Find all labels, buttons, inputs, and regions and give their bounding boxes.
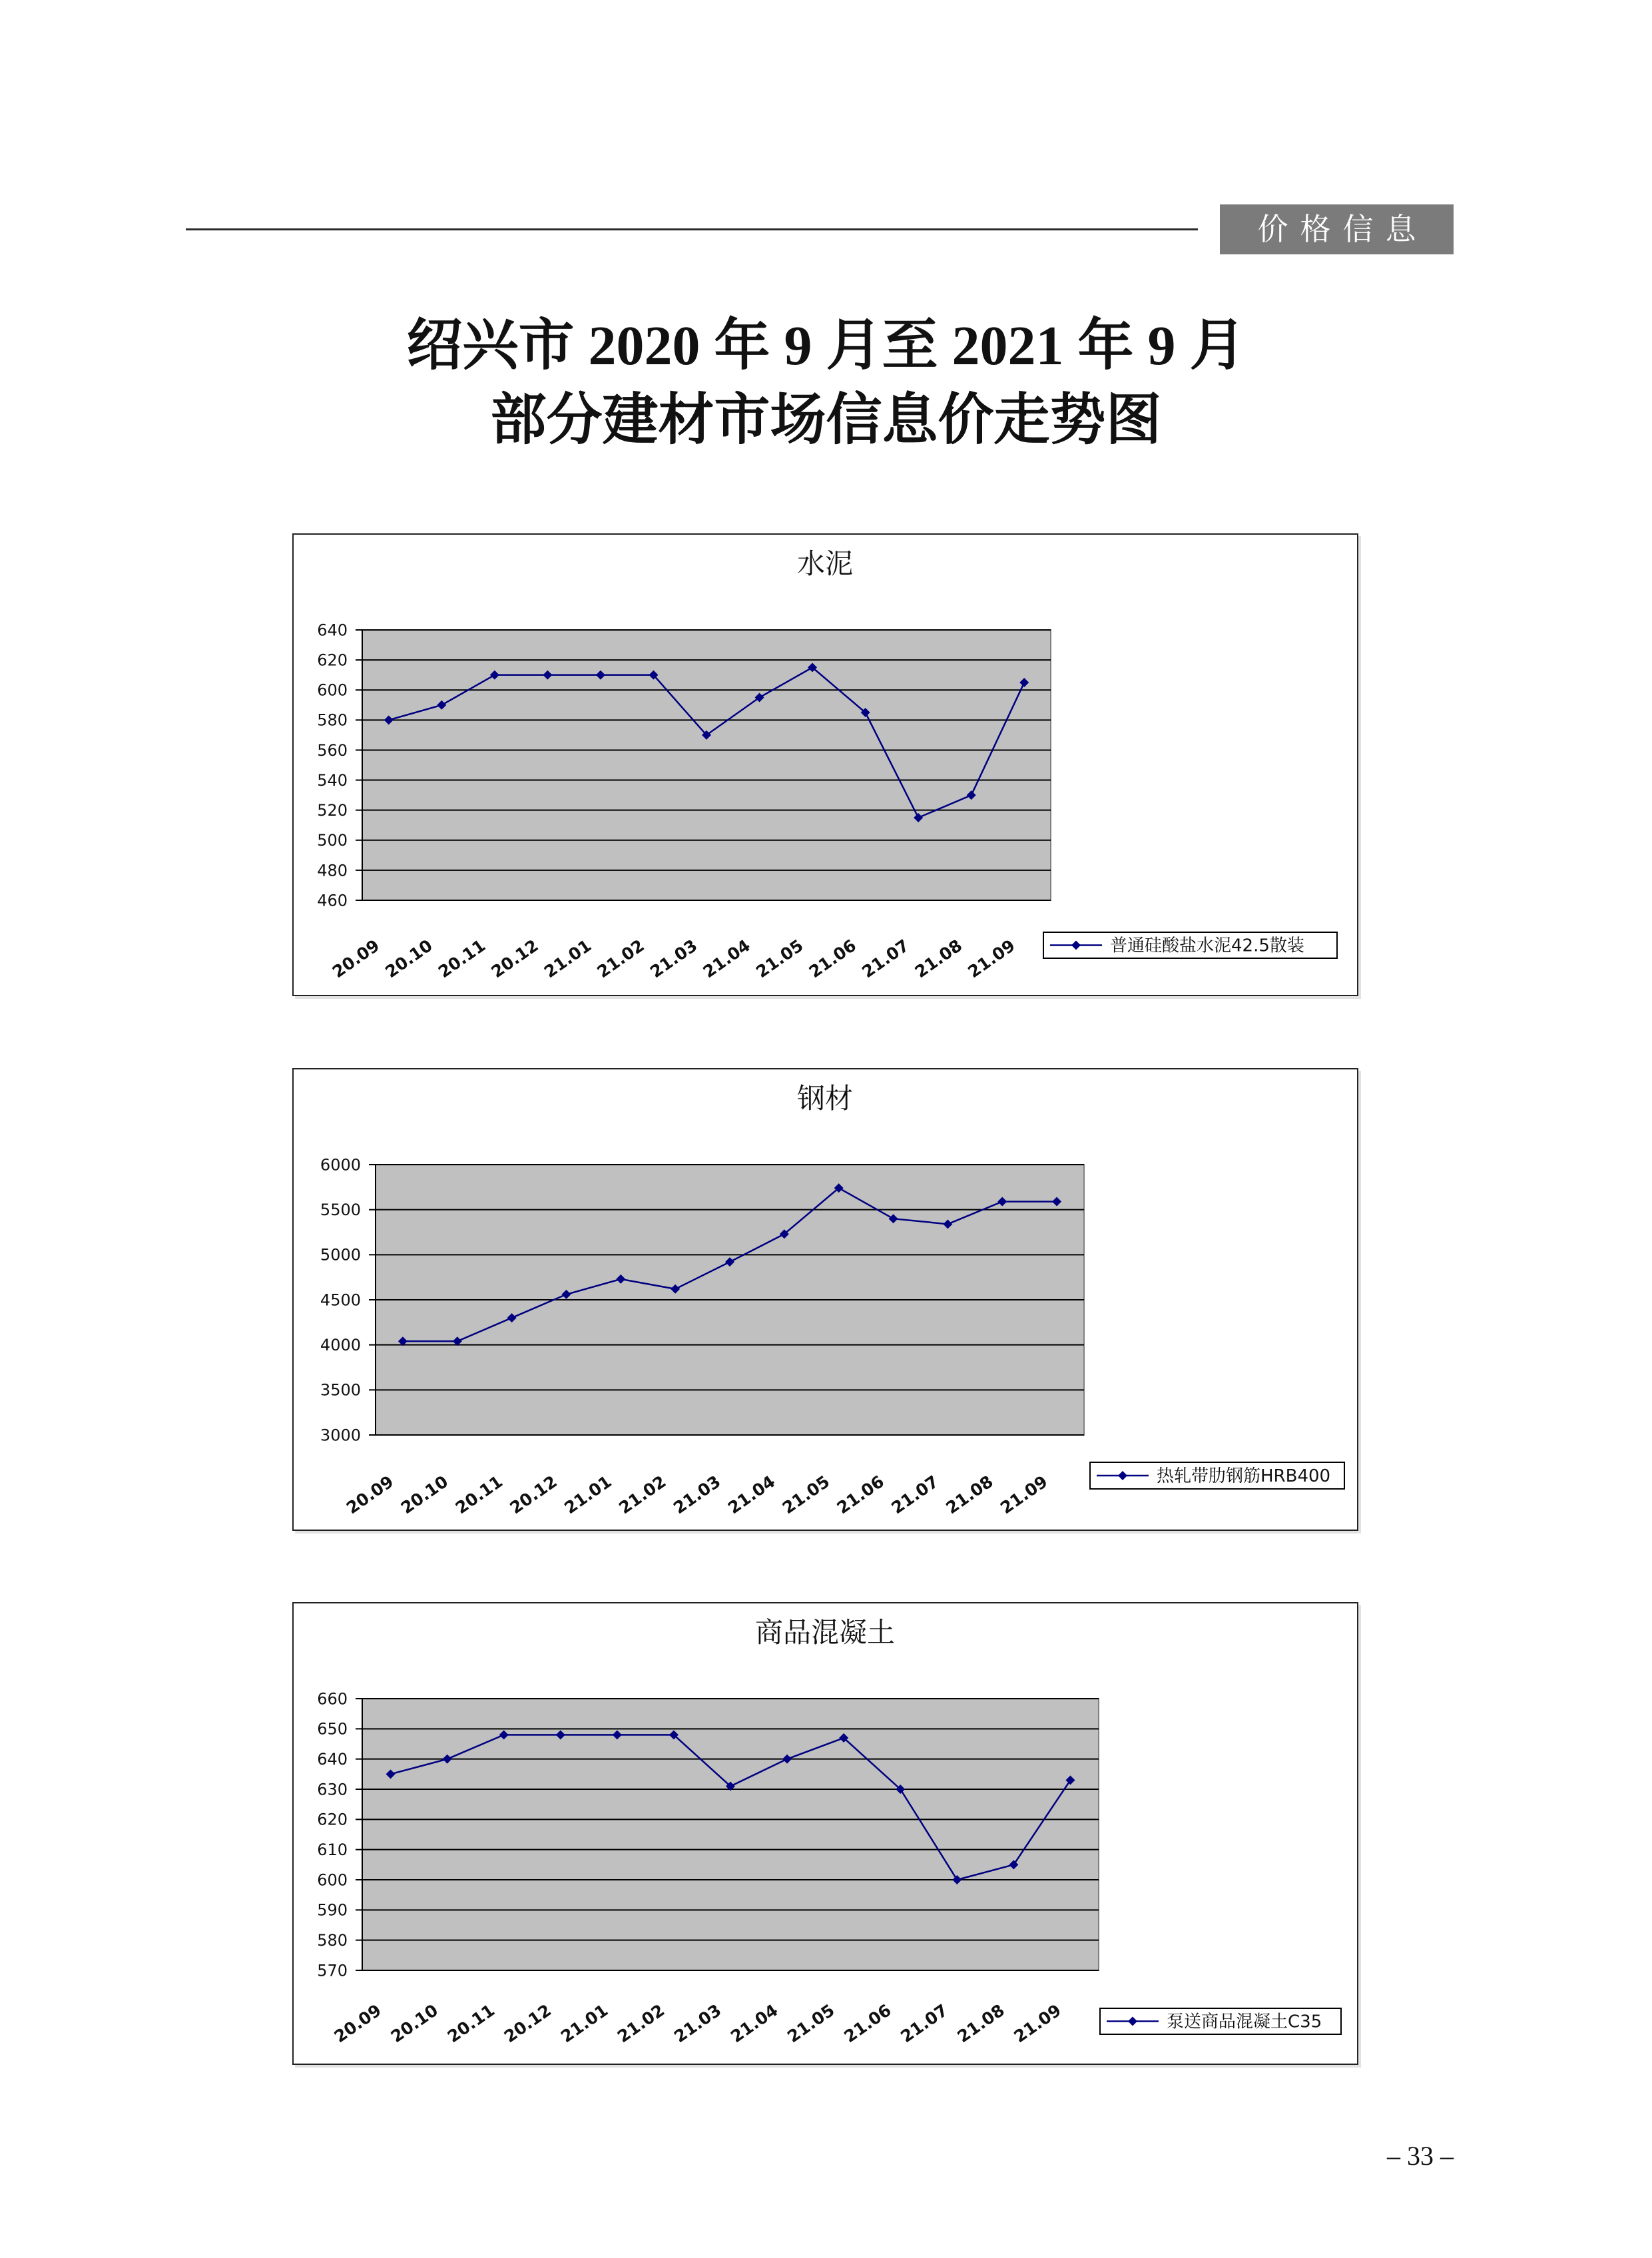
x-tick-label: 20.11 bbox=[451, 1472, 507, 1518]
y-tick-label: 4500 bbox=[320, 1290, 361, 1310]
steel-chart-svg bbox=[292, 1068, 1358, 1531]
x-tick-label: 21.03 bbox=[647, 936, 701, 982]
x-tick-label: 21.03 bbox=[670, 1472, 724, 1518]
chart-title: 水泥 bbox=[796, 547, 854, 580]
x-tick-label: 21.05 bbox=[778, 1472, 834, 1518]
x-tick-label: 21.02 bbox=[615, 1472, 670, 1518]
page-number: – 33 – bbox=[1387, 2141, 1454, 2171]
x-tick-label: 21.06 bbox=[805, 936, 860, 982]
x-tick-label: 21.04 bbox=[727, 2000, 782, 2047]
chart-title: 商品混凝土 bbox=[754, 1616, 896, 1649]
x-tick-label: 21.03 bbox=[671, 2000, 725, 2047]
x-tick-label: 21.09 bbox=[1010, 2000, 1065, 2047]
y-tick-label: 650 bbox=[317, 1719, 348, 1739]
y-tick-label: 5500 bbox=[320, 1201, 361, 1220]
y-tick-label: 540 bbox=[317, 770, 348, 790]
x-tick-label: 21.02 bbox=[613, 2000, 669, 2047]
x-tick-label: 21.07 bbox=[888, 1472, 942, 1518]
y-tick-label: 600 bbox=[317, 1870, 348, 1890]
legend bbox=[1090, 1462, 1344, 1489]
x-tick-label: 21.09 bbox=[964, 936, 1019, 982]
x-tick-label: 20.11 bbox=[434, 936, 489, 982]
x-tick-label: 20.10 bbox=[382, 936, 436, 982]
x-tick-label: 21.08 bbox=[911, 936, 966, 982]
x-tick-label: 21.05 bbox=[784, 2000, 838, 2047]
page-title-line-1: 绍兴市 2020 年 9 月至 2021 年 9 月 bbox=[406, 315, 1246, 377]
y-tick-label: 560 bbox=[317, 740, 348, 760]
y-tick-label: 620 bbox=[317, 1810, 348, 1829]
x-tick-label: 21.02 bbox=[593, 936, 648, 982]
y-tick-label: 580 bbox=[317, 710, 348, 730]
y-tick-label: 580 bbox=[317, 1931, 348, 1950]
x-tick-label: 21.05 bbox=[752, 936, 807, 982]
y-tick-label: 640 bbox=[317, 621, 348, 640]
x-tick-label: 20.12 bbox=[506, 1472, 561, 1518]
legend bbox=[1100, 2008, 1341, 2034]
section-tag: 价格信息 bbox=[1220, 204, 1454, 254]
header-rule bbox=[186, 228, 1198, 230]
x-tick-label: 20.09 bbox=[330, 2000, 385, 2047]
concrete-chart bbox=[292, 1602, 1358, 2065]
x-tick-label: 21.07 bbox=[897, 2000, 952, 2047]
y-tick-label: 590 bbox=[317, 1900, 348, 1920]
legend-label: 泵送商品混凝土C35 bbox=[1167, 2012, 1322, 2032]
page-title bbox=[0, 309, 1652, 458]
y-tick-label: 3000 bbox=[320, 1426, 361, 1445]
x-tick-label: 20.09 bbox=[342, 1472, 398, 1518]
steel-chart bbox=[292, 1068, 1358, 1531]
x-tick-label: 20.11 bbox=[443, 2000, 499, 2047]
y-tick-label: 520 bbox=[317, 801, 348, 820]
x-tick-label: 21.09 bbox=[997, 1472, 1051, 1518]
legend-label: 普通硅酸盐水泥42.5散装 bbox=[1110, 936, 1304, 956]
x-tick-label: 21.04 bbox=[724, 1472, 779, 1518]
y-tick-label: 480 bbox=[317, 861, 348, 880]
x-tick-label: 21.06 bbox=[840, 2000, 895, 2047]
x-tick-label: 21.04 bbox=[699, 936, 754, 982]
legend-label: 热轧带肋钢筋HRB400 bbox=[1157, 1466, 1331, 1487]
legend bbox=[1043, 932, 1337, 958]
cement-chart bbox=[292, 533, 1358, 996]
y-tick-label: 6000 bbox=[320, 1155, 361, 1175]
plot-area bbox=[362, 1699, 1099, 1970]
chart-title: 钢材 bbox=[796, 1082, 854, 1115]
x-tick-label: 21.08 bbox=[942, 1472, 997, 1518]
y-tick-label: 500 bbox=[317, 831, 348, 850]
x-tick-label: 20.10 bbox=[387, 2000, 442, 2047]
cement-chart-svg bbox=[292, 533, 1358, 996]
x-tick-label: 21.06 bbox=[833, 1472, 888, 1518]
y-tick-label: 460 bbox=[317, 891, 348, 910]
x-tick-label: 21.01 bbox=[540, 936, 595, 982]
y-tick-label: 600 bbox=[317, 681, 348, 700]
y-tick-label: 5000 bbox=[320, 1245, 361, 1265]
concrete-chart-svg bbox=[292, 1602, 1358, 2065]
y-tick-label: 570 bbox=[317, 1961, 348, 1980]
y-tick-label: 640 bbox=[317, 1750, 348, 1769]
x-tick-label: 21.01 bbox=[557, 2000, 612, 2047]
x-tick-label: 20.12 bbox=[487, 936, 542, 982]
y-tick-label: 660 bbox=[317, 1689, 348, 1709]
y-tick-label: 3500 bbox=[320, 1380, 361, 1400]
y-tick-label: 630 bbox=[317, 1780, 348, 1799]
y-tick-label: 620 bbox=[317, 651, 348, 670]
y-tick-label: 4000 bbox=[320, 1336, 361, 1355]
x-tick-label: 20.12 bbox=[500, 2000, 555, 2047]
x-tick-label: 20.10 bbox=[397, 1472, 452, 1518]
x-tick-label: 21.08 bbox=[954, 2000, 1008, 2047]
y-tick-label: 610 bbox=[317, 1840, 348, 1860]
plot-area bbox=[362, 630, 1051, 900]
x-tick-label: 21.07 bbox=[858, 936, 913, 982]
x-tick-label: 20.09 bbox=[328, 936, 384, 982]
x-tick-label: 21.01 bbox=[561, 1472, 615, 1518]
page-title-line-2: 部分建材市场信息价走势图 bbox=[490, 390, 1162, 451]
